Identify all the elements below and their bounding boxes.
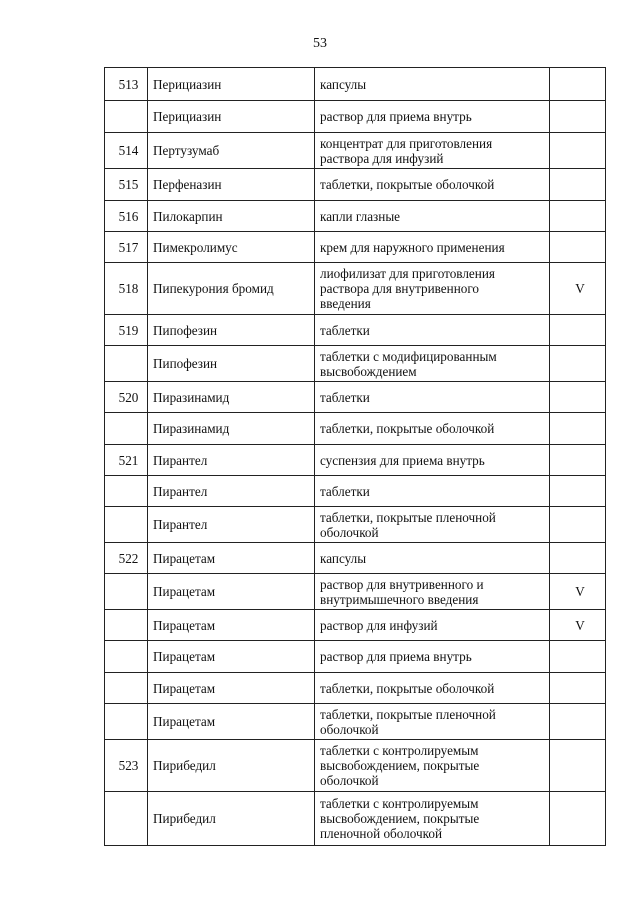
dosage-form: концентрат для приготовления раствора для инфузий xyxy=(315,133,550,169)
dosage-form: раствор для приема внутрь xyxy=(315,641,550,673)
row-number: 516 xyxy=(105,201,148,232)
dosage-form: таблетки с модифицированным высвобождением xyxy=(315,346,550,382)
row-number xyxy=(105,704,148,740)
drug-name: Пипофезин xyxy=(148,346,315,382)
vzn-mark: V xyxy=(550,263,606,315)
dosage-form: крем для наружного применения xyxy=(315,232,550,263)
drug-name: Пимекролимус xyxy=(148,232,315,263)
dosage-form: капсулы xyxy=(315,543,550,574)
drug-name: Пирацетам xyxy=(148,574,315,610)
row-number: 523 xyxy=(105,740,148,792)
dosage-form: раствор для инфузий xyxy=(315,610,550,641)
drug-name: Пипекурония бромид xyxy=(148,263,315,315)
drug-name: Пирибедил xyxy=(148,792,315,846)
vzn-mark xyxy=(550,507,606,543)
table-row xyxy=(105,101,606,133)
dosage-form: таблетки, покрытые оболочкой xyxy=(315,673,550,704)
dosage-form: таблетки, покрытые оболочкой xyxy=(315,413,550,445)
drug-name: Пертузумаб xyxy=(148,133,315,169)
vzn-mark xyxy=(550,673,606,704)
row-number: 522 xyxy=(105,543,148,574)
table-row xyxy=(105,507,606,543)
row-number: 514 xyxy=(105,133,148,169)
drug-name: Пипофезин xyxy=(148,315,315,346)
vzn-mark xyxy=(550,445,606,476)
drug-name: Пирибедил xyxy=(148,740,315,792)
table-row xyxy=(105,382,606,413)
row-number xyxy=(105,610,148,641)
vzn-mark: V xyxy=(550,610,606,641)
drug-name: Пирацетам xyxy=(148,641,315,673)
row-number xyxy=(105,673,148,704)
row-number xyxy=(105,476,148,507)
vzn-mark xyxy=(550,476,606,507)
dosage-form: таблетки, покрытые пленочной оболочкой xyxy=(315,704,550,740)
drug-name: Пирантел xyxy=(148,476,315,507)
vzn-mark xyxy=(550,382,606,413)
row-number xyxy=(105,413,148,445)
row-number: 520 xyxy=(105,382,148,413)
table-row xyxy=(105,704,606,740)
table-row xyxy=(105,133,606,169)
vzn-mark xyxy=(550,543,606,574)
table-row xyxy=(105,315,606,346)
dosage-form: раствор для приема внутрь xyxy=(315,101,550,133)
vzn-mark xyxy=(550,101,606,133)
row-number xyxy=(105,792,148,846)
vzn-mark xyxy=(550,641,606,673)
row-number: 515 xyxy=(105,169,148,201)
page-number: 53 xyxy=(313,36,327,51)
table-row xyxy=(105,673,606,704)
dosage-form: таблетки xyxy=(315,476,550,507)
dosage-form: таблетки с контролируемым высвобождением, покрытые оболочкой xyxy=(315,740,550,792)
table-row xyxy=(105,610,606,641)
row-number: 519 xyxy=(105,315,148,346)
vzn-mark xyxy=(550,792,606,846)
drug-name: Пирацетам xyxy=(148,543,315,574)
table-row xyxy=(105,263,606,315)
table-row xyxy=(105,201,606,232)
drug-name: Пилокарпин xyxy=(148,201,315,232)
drug-name: Пирантел xyxy=(148,507,315,543)
row-number: 521 xyxy=(105,445,148,476)
table-row xyxy=(105,543,606,574)
table-row xyxy=(105,792,606,846)
drug-name: Пирантел xyxy=(148,445,315,476)
vzn-mark xyxy=(550,740,606,792)
drug-name: Пирацетам xyxy=(148,704,315,740)
drug-table xyxy=(104,67,606,846)
row-number: 518 xyxy=(105,263,148,315)
row-number xyxy=(105,507,148,543)
vzn-mark: V xyxy=(550,574,606,610)
vzn-mark xyxy=(550,346,606,382)
vzn-mark xyxy=(550,704,606,740)
vzn-mark xyxy=(550,201,606,232)
drug-name: Перициазин xyxy=(148,68,315,101)
row-number xyxy=(105,574,148,610)
drug-name: Пирацетам xyxy=(148,610,315,641)
vzn-mark xyxy=(550,68,606,101)
vzn-mark xyxy=(550,413,606,445)
drug-name: Перфеназин xyxy=(148,169,315,201)
drug-name: Пиразинамид xyxy=(148,413,315,445)
vzn-mark xyxy=(550,133,606,169)
table-row xyxy=(105,476,606,507)
table-row xyxy=(105,641,606,673)
dosage-form: таблетки xyxy=(315,315,550,346)
dosage-form: таблетки с контролируемым высвобождением, покрытые пленочной оболочкой xyxy=(315,792,550,846)
table-row xyxy=(105,169,606,201)
drug-table-body xyxy=(105,68,606,846)
vzn-mark xyxy=(550,315,606,346)
dosage-form: лиофилизат для приготовления раствора для внутривенного введения xyxy=(315,263,550,315)
table-row xyxy=(105,445,606,476)
table-row xyxy=(105,346,606,382)
drug-name: Перициазин xyxy=(148,101,315,133)
dosage-form: таблетки, покрытые оболочкой xyxy=(315,169,550,201)
dosage-form: капсулы xyxy=(315,68,550,101)
row-number: 513 xyxy=(105,68,148,101)
dosage-form: таблетки xyxy=(315,382,550,413)
vzn-mark xyxy=(550,232,606,263)
row-number xyxy=(105,346,148,382)
table-row xyxy=(105,413,606,445)
drug-name: Пирацетам xyxy=(148,673,315,704)
row-number xyxy=(105,101,148,133)
table-row xyxy=(105,574,606,610)
table-row xyxy=(105,740,606,792)
dosage-form: раствор для внутривенного и внутримышечного введения xyxy=(315,574,550,610)
row-number: 517 xyxy=(105,232,148,263)
dosage-form: таблетки, покрытые пленочной оболочкой xyxy=(315,507,550,543)
table-row xyxy=(105,68,606,101)
dosage-form: суспензия для приема внутрь xyxy=(315,445,550,476)
dosage-form: капли глазные xyxy=(315,201,550,232)
table-row xyxy=(105,232,606,263)
row-number xyxy=(105,641,148,673)
vzn-mark xyxy=(550,169,606,201)
drug-name: Пиразинамид xyxy=(148,382,315,413)
